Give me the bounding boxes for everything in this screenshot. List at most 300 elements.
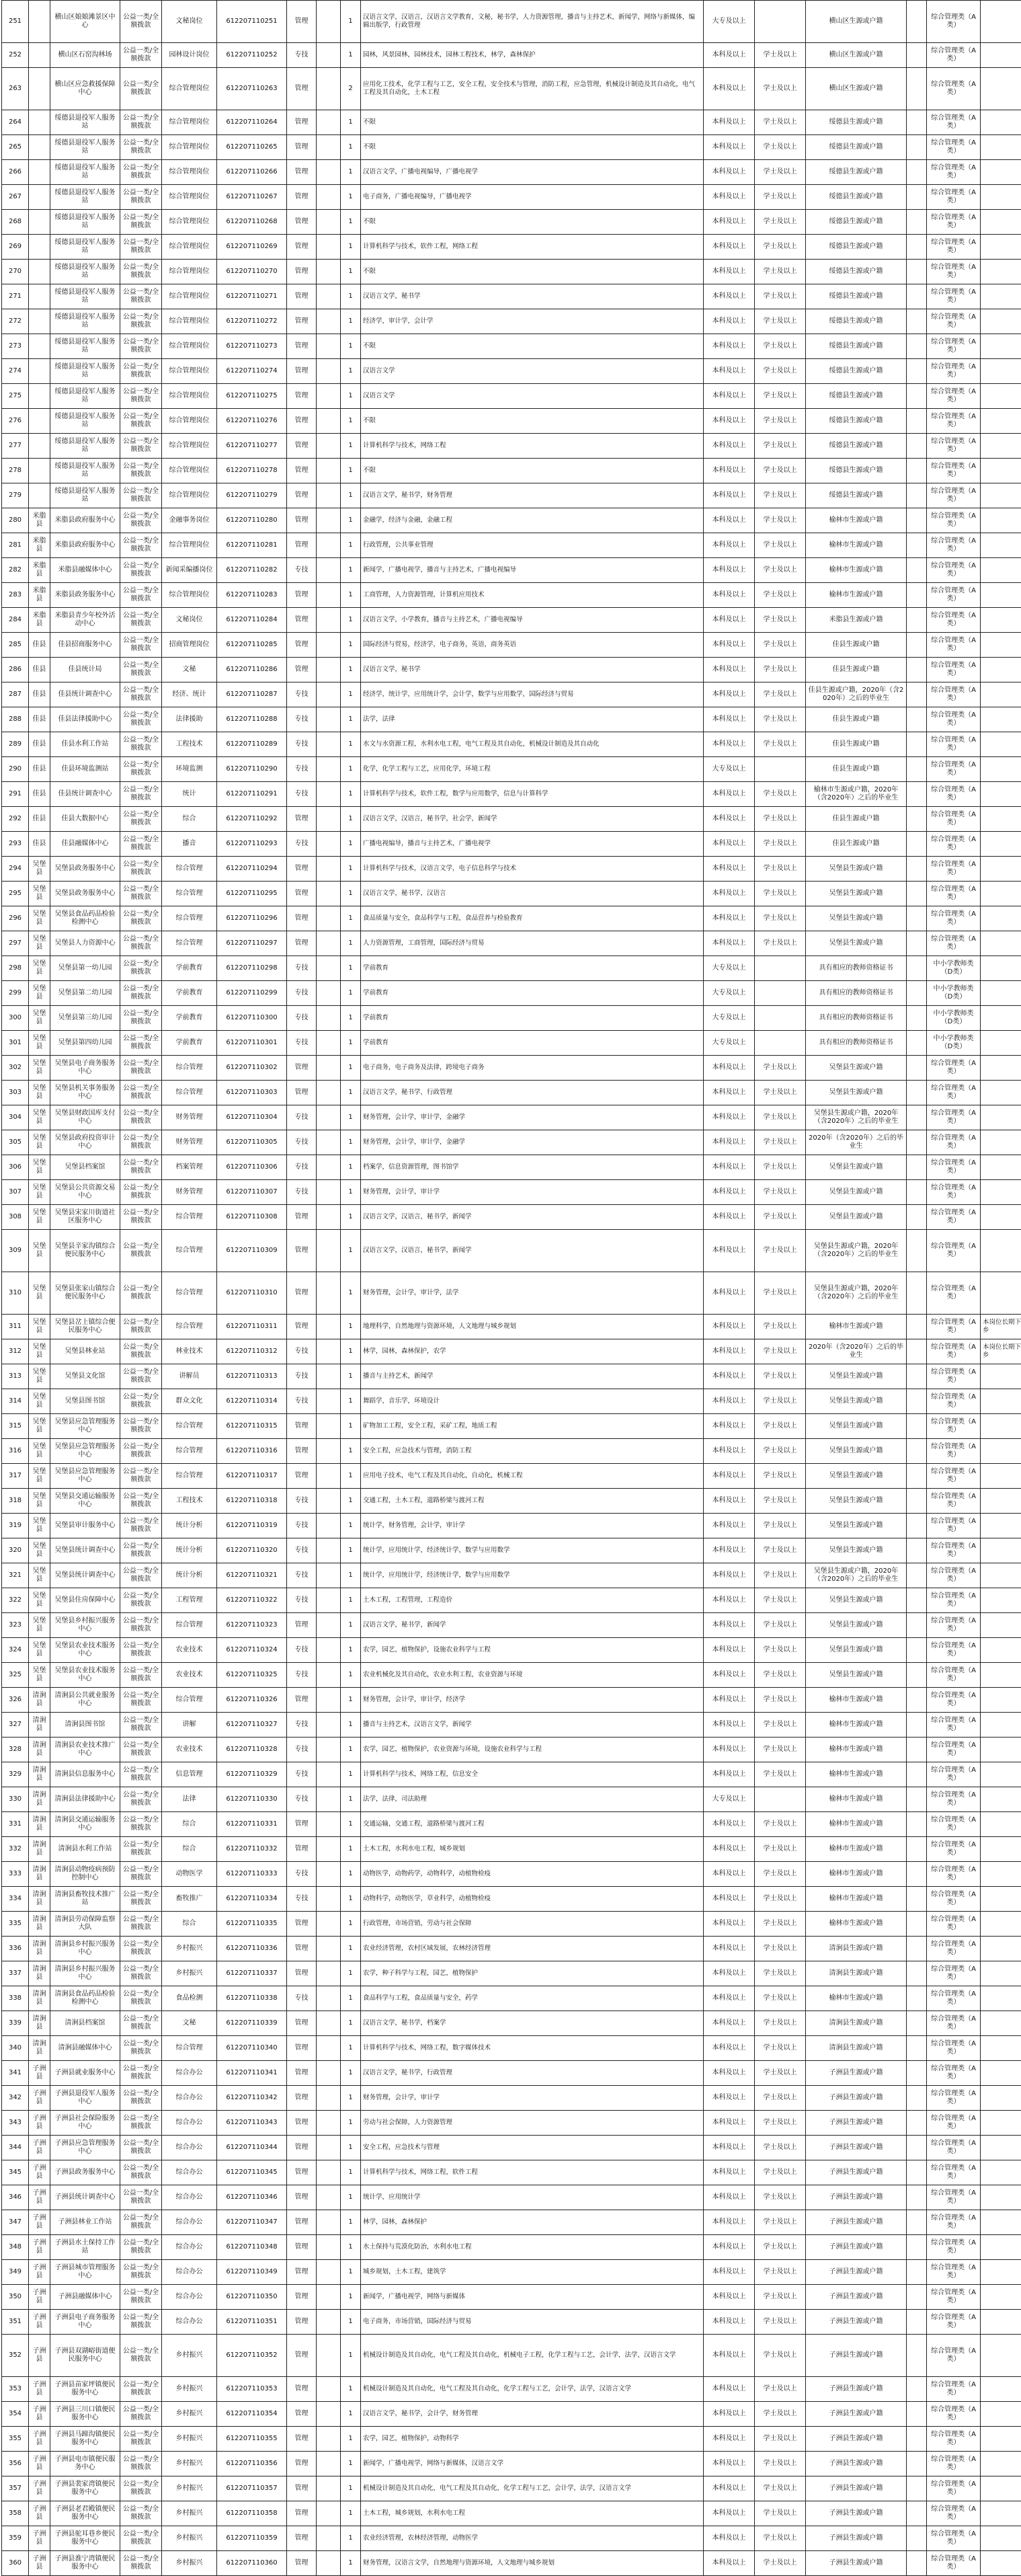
education-cell: 本科及以上 bbox=[704, 682, 755, 707]
major-requirement-cell: 不限 bbox=[361, 334, 704, 359]
post-level-cell bbox=[317, 160, 341, 185]
headcount-cell: 1 bbox=[341, 2235, 361, 2260]
row-number: 318 bbox=[2, 1489, 29, 1514]
headcount-cell: 1 bbox=[341, 384, 361, 409]
unit-type-cell: 公益一类/全额拨款 bbox=[120, 558, 162, 583]
major-requirement-cell: 电子商务，市场营销，国际经济与贸易 bbox=[361, 2310, 704, 2335]
blank-cell bbox=[907, 1056, 927, 1081]
blank-cell bbox=[907, 2501, 927, 2526]
post-level-cell bbox=[317, 857, 341, 882]
post-name-cell: 学前教育 bbox=[162, 1031, 217, 1056]
other-requirement-cell: 清涧县生源或户籍 bbox=[806, 2036, 907, 2061]
unit-cell: 吴堡县电子商务服务中心 bbox=[50, 1056, 120, 1081]
major-requirement-cell: 农业机械化及其自动化，农业水利工程，农业资源与环境 bbox=[361, 1663, 704, 1688]
post-level-cell bbox=[317, 633, 341, 658]
unit-type-cell: 公益一类/全额拨款 bbox=[120, 1105, 162, 1130]
education-cell: 本科及以上 bbox=[704, 1862, 755, 1887]
other-requirement-cell: 吴堡县生源或户籍 bbox=[806, 1439, 907, 1464]
post-code-cell: 612207110306 bbox=[217, 1155, 287, 1180]
post-category-cell: 管理 bbox=[287, 1205, 317, 1230]
headcount-cell: 1 bbox=[341, 2377, 361, 2402]
unit-type-cell: 公益一类/全额拨款 bbox=[120, 1663, 162, 1688]
county-cell: 佳县 bbox=[29, 682, 50, 707]
other-requirement-cell: 榆林市生源或户籍，2020年（含2020年）之后的毕业生 bbox=[806, 782, 907, 807]
major-requirement-cell: 交通工程，土木工程，道路桥梁与渡河工程 bbox=[361, 1489, 704, 1514]
post-level-cell bbox=[317, 707, 341, 732]
major-requirement-cell: 汉语言文学 bbox=[361, 384, 704, 409]
table-row bbox=[2, 2136, 1021, 2160]
education-cell: 本科及以上 bbox=[704, 732, 755, 757]
education-cell: 本科及以上 bbox=[704, 707, 755, 732]
table-row bbox=[2, 1937, 1021, 1961]
post-name-cell: 乡村振兴 bbox=[162, 2551, 217, 2576]
exam-category-cell: 综合管理类（A类） bbox=[927, 2086, 981, 2111]
unit-type-cell: 公益一类/全额拨款 bbox=[120, 1812, 162, 1837]
remark-cell bbox=[981, 2310, 1021, 2335]
exam-category-cell: 中小学教师类（D类） bbox=[927, 1031, 981, 1056]
headcount-cell: 1 bbox=[341, 2061, 361, 2086]
post-name-cell: 综合管理 bbox=[162, 1056, 217, 1081]
post-name-cell: 综合管理 bbox=[162, 931, 217, 956]
post-level-cell bbox=[317, 1688, 341, 1713]
other-requirement-cell: 吴堡县生源或户籍，2020年（含2020年）之后的毕业生 bbox=[806, 1272, 907, 1315]
unit-type-cell: 公益一类/全额拨款 bbox=[120, 2136, 162, 2160]
post-name-cell: 综合办公 bbox=[162, 2086, 217, 2111]
row-number: 309 bbox=[2, 1230, 29, 1272]
headcount-cell: 1 bbox=[341, 43, 361, 68]
education-cell: 本科及以上 bbox=[704, 409, 755, 434]
post-level-cell bbox=[317, 1315, 341, 1339]
table-row bbox=[2, 1339, 1021, 1364]
blank-cell bbox=[907, 2036, 927, 2061]
unit-cell: 清涧县公共就业服务中心 bbox=[50, 1688, 120, 1713]
county-cell bbox=[29, 284, 50, 309]
post-code-cell: 612207110336 bbox=[217, 1937, 287, 1961]
remark-cell bbox=[981, 2235, 1021, 2260]
unit-cell: 吴堡县图书馆 bbox=[50, 1389, 120, 1414]
other-requirement-cell: 佳县生源或户籍 bbox=[806, 757, 907, 782]
post-code-cell: 612207110325 bbox=[217, 1663, 287, 1688]
headcount-cell: 1 bbox=[341, 334, 361, 359]
county-cell: 子洲县 bbox=[29, 2111, 50, 2136]
row-number: 294 bbox=[2, 857, 29, 882]
education-cell: 本科及以上 bbox=[704, 2501, 755, 2526]
education-cell: 本科及以上 bbox=[704, 1439, 755, 1464]
row-number: 332 bbox=[2, 1837, 29, 1862]
education-cell: 本科及以上 bbox=[704, 2377, 755, 2402]
county-cell: 子洲县 bbox=[29, 2310, 50, 2335]
remark-cell bbox=[981, 409, 1021, 434]
other-requirement-cell: 子洲县生源或户籍 bbox=[806, 2185, 907, 2210]
education-cell: 本科及以上 bbox=[704, 1961, 755, 1986]
blank-cell bbox=[907, 1514, 927, 1538]
other-requirement-cell: 吴堡县生源或户籍 bbox=[806, 1514, 907, 1538]
education-cell: 本科及以上 bbox=[704, 857, 755, 882]
county-cell: 子洲县 bbox=[29, 2136, 50, 2160]
post-name-cell: 经济、统计 bbox=[162, 682, 217, 707]
headcount-cell: 1 bbox=[341, 359, 361, 384]
major-requirement-cell: 不限 bbox=[361, 110, 704, 135]
row-number: 287 bbox=[2, 682, 29, 707]
post-code-cell: 612207110358 bbox=[217, 2501, 287, 2526]
other-requirement-cell: 吴堡县生源或户籍，2020年（含2020年）之后的毕业生 bbox=[806, 1105, 907, 1130]
post-category-cell: 专技 bbox=[287, 732, 317, 757]
county-cell: 吴堡县 bbox=[29, 1364, 50, 1389]
post-name-cell: 综合 bbox=[162, 1812, 217, 1837]
education-cell: 本科及以上 bbox=[704, 1056, 755, 1081]
blank-cell bbox=[907, 1937, 927, 1961]
post-category-cell: 管理 bbox=[287, 1439, 317, 1464]
blank-cell bbox=[907, 1105, 927, 1130]
exam-category-cell: 综合管理类（A类） bbox=[927, 1887, 981, 1912]
remark-cell bbox=[981, 2036, 1021, 2061]
blank-cell bbox=[907, 707, 927, 732]
headcount-cell: 1 bbox=[341, 1031, 361, 1056]
post-level-cell bbox=[317, 334, 341, 359]
blank-cell bbox=[907, 309, 927, 334]
remark-cell bbox=[981, 459, 1021, 483]
degree-cell: 学士及以上 bbox=[755, 1439, 806, 1464]
remark-cell bbox=[981, 1230, 1021, 1272]
post-level-cell bbox=[317, 2335, 341, 2377]
major-requirement-cell: 计算机科学与技术，网络工程 bbox=[361, 434, 704, 459]
other-requirement-cell: 具有相应的教师资格证书 bbox=[806, 981, 907, 1006]
row-number: 275 bbox=[2, 384, 29, 409]
major-requirement-cell: 不限 bbox=[361, 135, 704, 160]
row-number: 319 bbox=[2, 1514, 29, 1538]
unit-cell: 吴堡县应急管理服务中心 bbox=[50, 1464, 120, 1489]
row-number: 337 bbox=[2, 1961, 29, 1986]
post-level-cell bbox=[317, 1613, 341, 1638]
county-cell: 吴堡县 bbox=[29, 1272, 50, 1315]
table-row bbox=[2, 1230, 1021, 1272]
row-number: 297 bbox=[2, 931, 29, 956]
post-code-cell: 612207110324 bbox=[217, 1638, 287, 1663]
unit-cell: 吴堡县农业技术服务中心 bbox=[50, 1663, 120, 1688]
education-cell: 本科及以上 bbox=[704, 1081, 755, 1105]
major-requirement-cell: 汉语言文学 bbox=[361, 359, 704, 384]
post-category-cell: 专技 bbox=[287, 1538, 317, 1563]
table-row bbox=[2, 210, 1021, 235]
post-name-cell: 综合管理岗位 bbox=[162, 459, 217, 483]
county-cell: 子洲县 bbox=[29, 2501, 50, 2526]
county-cell: 吴堡县 bbox=[29, 906, 50, 931]
row-number: 288 bbox=[2, 707, 29, 732]
post-code-cell: 612207110283 bbox=[217, 583, 287, 608]
unit-cell: 清涧县法律援助中心 bbox=[50, 1787, 120, 1812]
post-code-cell: 612207110317 bbox=[217, 1464, 287, 1489]
post-code-cell: 612207110304 bbox=[217, 1105, 287, 1130]
unit-cell: 吴堡县食品药品检验检测中心 bbox=[50, 906, 120, 931]
county-cell: 清涧县 bbox=[29, 2011, 50, 2036]
post-level-cell bbox=[317, 1130, 341, 1155]
post-code-cell: 612207110252 bbox=[217, 43, 287, 68]
county-cell: 子洲县 bbox=[29, 2551, 50, 2576]
row-number: 252 bbox=[2, 43, 29, 68]
major-requirement-cell: 农学，园艺，植物保护，设施农业科学与工程 bbox=[361, 1638, 704, 1663]
major-requirement-cell: 不限 bbox=[361, 260, 704, 284]
table-row bbox=[2, 1837, 1021, 1862]
post-level-cell bbox=[317, 1738, 341, 1762]
education-cell: 本科及以上 bbox=[704, 2551, 755, 2576]
post-name-cell: 乡村振兴 bbox=[162, 2377, 217, 2402]
degree-cell: 学士及以上 bbox=[755, 1105, 806, 1130]
exam-category-cell: 综合管理类（A类） bbox=[927, 1713, 981, 1738]
exam-category-cell: 综合管理类（A类） bbox=[927, 2136, 981, 2160]
blank-cell bbox=[907, 682, 927, 707]
exam-category-cell: 综合管理类（A类） bbox=[927, 906, 981, 931]
major-requirement-cell: 安全工程，应急技术与管理 bbox=[361, 2136, 704, 2160]
headcount-cell: 1 bbox=[341, 2036, 361, 2061]
post-name-cell: 学前教育 bbox=[162, 981, 217, 1006]
unit-type-cell: 公益一类/全额拨款 bbox=[120, 384, 162, 409]
row-number: 347 bbox=[2, 2210, 29, 2235]
post-code-cell: 612207110310 bbox=[217, 1272, 287, 1315]
education-cell: 本科及以上 bbox=[704, 260, 755, 284]
county-cell bbox=[29, 409, 50, 434]
post-level-cell bbox=[317, 2160, 341, 2185]
headcount-cell: 1 bbox=[341, 2310, 361, 2335]
row-number: 306 bbox=[2, 1155, 29, 1180]
major-requirement-cell: 安全工程，应急技术与管理，消防工程 bbox=[361, 1439, 704, 1464]
post-code-cell: 612207110271 bbox=[217, 284, 287, 309]
headcount-cell: 1 bbox=[341, 1713, 361, 1738]
remark-cell bbox=[981, 2551, 1021, 2576]
unit-type-cell: 公益一类/全额拨款 bbox=[120, 1155, 162, 1180]
county-cell: 子洲县 bbox=[29, 2061, 50, 2086]
remark-cell bbox=[981, 1663, 1021, 1688]
other-requirement-cell: 清涧县生源或户籍 bbox=[806, 2011, 907, 2036]
county-cell: 吴堡县 bbox=[29, 1663, 50, 1688]
county-cell: 佳县 bbox=[29, 633, 50, 658]
remark-cell bbox=[981, 1538, 1021, 1563]
unit-type-cell: 公益一类/全额拨款 bbox=[120, 185, 162, 210]
blank-cell bbox=[907, 334, 927, 359]
unit-cell: 绥德县退役军人服务站 bbox=[50, 110, 120, 135]
headcount-cell: 1 bbox=[341, 906, 361, 931]
post-code-cell: 612207110277 bbox=[217, 434, 287, 459]
major-requirement-cell: 播音与主持艺术，新闻学 bbox=[361, 1364, 704, 1389]
other-requirement-cell: 榆林市生源或户籍 bbox=[806, 1812, 907, 1837]
major-requirement-cell: 法学，法律，司法助理 bbox=[361, 1787, 704, 1812]
exam-category-cell: 综合管理类（A类） bbox=[927, 2111, 981, 2136]
post-level-cell bbox=[317, 210, 341, 235]
post-category-cell: 管理 bbox=[287, 1414, 317, 1439]
education-cell: 本科及以上 bbox=[704, 434, 755, 459]
post-code-cell: 612207110322 bbox=[217, 1588, 287, 1613]
exam-category-cell: 综合管理类（A类） bbox=[927, 931, 981, 956]
major-requirement-cell: 食品科学与工程，食品质量与安全，药学 bbox=[361, 1986, 704, 2011]
major-requirement-cell: 土木工程，水利水电工程，城乡规划 bbox=[361, 1837, 704, 1862]
remark-cell bbox=[981, 2210, 1021, 2235]
education-cell: 本科及以上 bbox=[704, 1489, 755, 1514]
degree-cell: 学士及以上 bbox=[755, 533, 806, 558]
post-level-cell bbox=[317, 2310, 341, 2335]
post-name-cell: 林业技术 bbox=[162, 1339, 217, 1364]
blank-cell bbox=[907, 1364, 927, 1389]
post-level-cell bbox=[317, 2136, 341, 2160]
post-level-cell bbox=[317, 1514, 341, 1538]
row-number: 324 bbox=[2, 1638, 29, 1663]
unit-type-cell: 公益一类/全额拨款 bbox=[120, 508, 162, 533]
table-row bbox=[2, 110, 1021, 135]
exam-category-cell: 综合管理类（A类） bbox=[927, 1563, 981, 1588]
table-row bbox=[2, 508, 1021, 533]
post-level-cell bbox=[317, 1155, 341, 1180]
post-name-cell: 综合管理岗位 bbox=[162, 68, 217, 110]
post-category-cell: 管理 bbox=[287, 2136, 317, 2160]
major-requirement-cell: 财务管理，汉语言文学，自然地理与资源环境，人文地理与城乡规划 bbox=[361, 2551, 704, 2576]
education-cell: 本科及以上 bbox=[704, 2285, 755, 2310]
post-category-cell: 管理 bbox=[287, 1, 317, 43]
education-cell: 本科及以上 bbox=[704, 2036, 755, 2061]
unit-type-cell: 公益一类/全额拨款 bbox=[120, 707, 162, 732]
post-level-cell bbox=[317, 309, 341, 334]
degree-cell: 学士及以上 bbox=[755, 682, 806, 707]
major-requirement-cell: 动物医学，动物药学，动物科学，动植物检疫 bbox=[361, 1862, 704, 1887]
post-name-cell: 综合管理岗位 bbox=[162, 533, 217, 558]
major-requirement-cell: 财务管理，会计学，审计学 bbox=[361, 1180, 704, 1205]
unit-type-cell: 公益一类/全额拨款 bbox=[120, 2551, 162, 2576]
post-code-cell: 612207110320 bbox=[217, 1538, 287, 1563]
degree-cell: 学士及以上 bbox=[755, 434, 806, 459]
row-number: 325 bbox=[2, 1663, 29, 1688]
table-row bbox=[2, 309, 1021, 334]
other-requirement-cell: 子洲县生源或户籍 bbox=[806, 2335, 907, 2377]
major-requirement-cell: 学前教育 bbox=[361, 956, 704, 981]
unit-cell: 吴堡县人力资源中心 bbox=[50, 931, 120, 956]
remark-cell bbox=[981, 2260, 1021, 2285]
degree-cell: 学士及以上 bbox=[755, 1155, 806, 1180]
degree-cell: 学士及以上 bbox=[755, 359, 806, 384]
other-requirement-cell: 绥德县生源或户籍 bbox=[806, 185, 907, 210]
unit-cell: 子洲县三川口镇便民服务中心 bbox=[50, 2402, 120, 2427]
table-row bbox=[2, 931, 1021, 956]
remark-cell bbox=[981, 757, 1021, 782]
table-row bbox=[2, 2235, 1021, 2260]
post-category-cell: 管理 bbox=[287, 2377, 317, 2402]
row-number: 344 bbox=[2, 2136, 29, 2160]
post-name-cell: 综合管理 bbox=[162, 1272, 217, 1315]
post-level-cell bbox=[317, 483, 341, 508]
post-level-cell bbox=[317, 757, 341, 782]
unit-type-cell: 公益一类/全额拨款 bbox=[120, 732, 162, 757]
headcount-cell: 1 bbox=[341, 2210, 361, 2235]
blank-cell bbox=[907, 2551, 927, 2576]
unit-type-cell: 公益一类/全额拨款 bbox=[120, 260, 162, 284]
row-number: 285 bbox=[2, 633, 29, 658]
post-category-cell: 管理 bbox=[287, 2402, 317, 2427]
post-level-cell bbox=[317, 110, 341, 135]
post-level-cell bbox=[317, 2285, 341, 2310]
education-cell: 本科及以上 bbox=[704, 68, 755, 110]
county-cell: 吴堡县 bbox=[29, 1081, 50, 1105]
education-cell: 本科及以上 bbox=[704, 2086, 755, 2111]
row-number: 282 bbox=[2, 558, 29, 583]
row-number: 251 bbox=[2, 1, 29, 43]
post-code-cell: 612207110318 bbox=[217, 1489, 287, 1514]
major-requirement-cell: 水文与水资源工程，水利水电工程，电气工程及其自动化，机械设计制造及其自动化 bbox=[361, 732, 704, 757]
post-category-cell: 管理 bbox=[287, 608, 317, 633]
headcount-cell: 1 bbox=[341, 658, 361, 682]
headcount-cell: 1 bbox=[341, 1937, 361, 1961]
blank-cell bbox=[907, 2285, 927, 2310]
post-level-cell bbox=[317, 1986, 341, 2011]
post-name-cell: 财务管理 bbox=[162, 1105, 217, 1130]
post-level-cell bbox=[317, 583, 341, 608]
post-name-cell: 播音 bbox=[162, 832, 217, 857]
post-name-cell: 讲解员 bbox=[162, 1364, 217, 1389]
row-number: 351 bbox=[2, 2310, 29, 2335]
table-row bbox=[2, 558, 1021, 583]
headcount-cell: 1 bbox=[341, 757, 361, 782]
post-category-cell: 专技 bbox=[287, 43, 317, 68]
exam-category-cell: 综合管理类（A类） bbox=[927, 2310, 981, 2335]
table-row bbox=[2, 1713, 1021, 1738]
remark-cell: 本岗位长期下乡 bbox=[981, 1339, 1021, 1364]
unit-type-cell: 公益一类/全额拨款 bbox=[120, 1056, 162, 1081]
unit-cell: 吴堡县财政国库支付中心 bbox=[50, 1105, 120, 1130]
post-code-cell: 612207110332 bbox=[217, 1837, 287, 1862]
blank-cell bbox=[907, 284, 927, 309]
headcount-cell: 1 bbox=[341, 981, 361, 1006]
post-name-cell: 乡村振兴 bbox=[162, 2526, 217, 2551]
education-cell: 本科及以上 bbox=[704, 160, 755, 185]
post-name-cell: 工程技术 bbox=[162, 732, 217, 757]
remark-cell bbox=[981, 2011, 1021, 2036]
post-level-cell bbox=[317, 1339, 341, 1364]
unit-type-cell: 公益一类/全额拨款 bbox=[120, 1713, 162, 1738]
row-number: 333 bbox=[2, 1862, 29, 1887]
unit-cell: 横山区应急救援保障中心 bbox=[50, 68, 120, 110]
county-cell: 清涧县 bbox=[29, 1713, 50, 1738]
row-number: 293 bbox=[2, 832, 29, 857]
post-category-cell: 管理 bbox=[287, 359, 317, 384]
post-code-cell: 612207110294 bbox=[217, 857, 287, 882]
major-requirement-cell: 计算机科学与技术，汉语言文学，电子信息科学与技术 bbox=[361, 857, 704, 882]
major-requirement-cell: 土木工程，工程管理，工程造价 bbox=[361, 1588, 704, 1613]
table-row bbox=[2, 1364, 1021, 1389]
headcount-cell: 1 bbox=[341, 2011, 361, 2036]
degree-cell: 学士及以上 bbox=[755, 1414, 806, 1439]
education-cell: 本科及以上 bbox=[704, 1315, 755, 1339]
degree-cell bbox=[755, 1031, 806, 1056]
blank-cell bbox=[907, 1006, 927, 1031]
post-code-cell: 612207110299 bbox=[217, 981, 287, 1006]
county-cell: 米脂县 bbox=[29, 608, 50, 633]
post-name-cell: 综合管理 bbox=[162, 2036, 217, 2061]
table-row bbox=[2, 2402, 1021, 2427]
blank-cell bbox=[907, 1205, 927, 1230]
unit-type-cell: 公益一类/全额拨款 bbox=[120, 2285, 162, 2310]
row-number: 292 bbox=[2, 807, 29, 832]
headcount-cell: 1 bbox=[341, 1464, 361, 1489]
blank-cell bbox=[907, 2086, 927, 2111]
county-cell: 佳县 bbox=[29, 732, 50, 757]
remark-cell bbox=[981, 260, 1021, 284]
post-level-cell bbox=[317, 43, 341, 68]
post-name-cell: 乡村振兴 bbox=[162, 1937, 217, 1961]
post-code-cell: 612207110346 bbox=[217, 2185, 287, 2210]
other-requirement-cell: 吴堡县生源或户籍 bbox=[806, 1613, 907, 1638]
post-name-cell: 综合办公 bbox=[162, 2061, 217, 2086]
row-number: 265 bbox=[2, 135, 29, 160]
unit-cell: 横山区石窑沟林场 bbox=[50, 43, 120, 68]
post-category-cell: 管理 bbox=[287, 1315, 317, 1339]
other-requirement-cell: 吴堡县生源或户籍 bbox=[806, 1489, 907, 1514]
unit-type-cell: 公益一类/全额拨款 bbox=[120, 1961, 162, 1986]
other-requirement-cell: 清涧县生源或户籍 bbox=[806, 1937, 907, 1961]
